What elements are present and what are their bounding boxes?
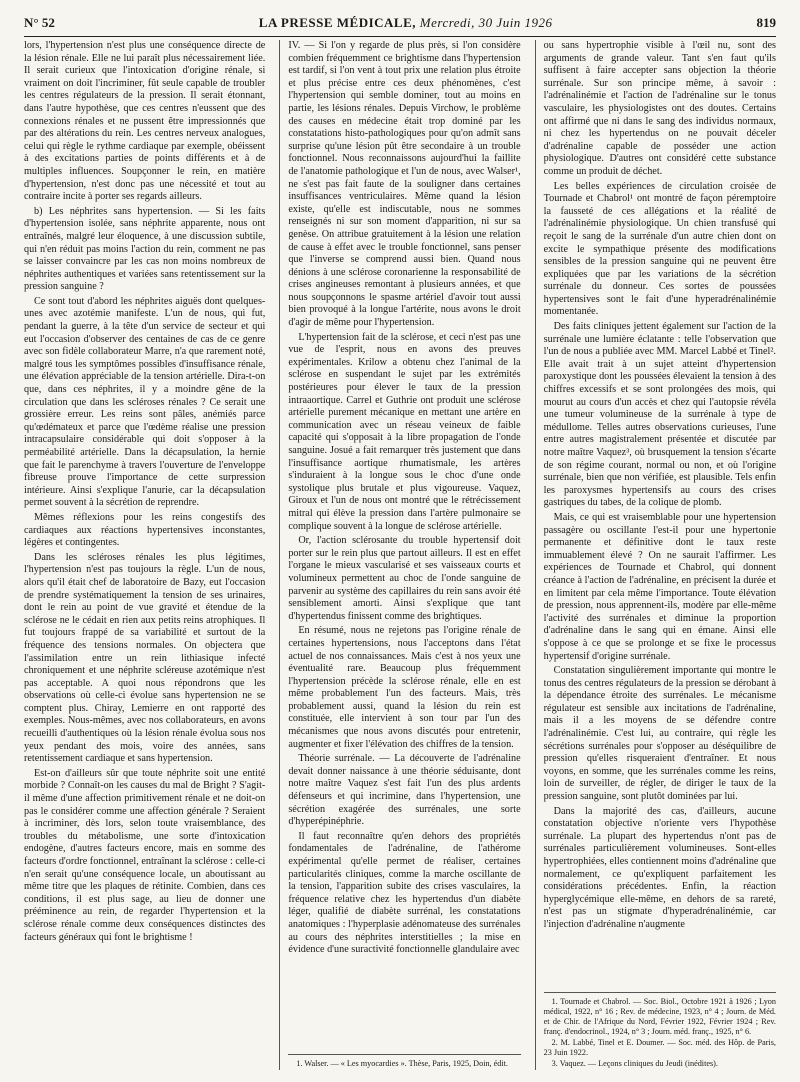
paragraph: Or, l'action sclérosante du trouble hypertensif doit porter sur le rein plus que partout ailleurs. Il est en effet l'organe le mieux vascularisé et ses vaisseaux courts et volumineux permettent au choc de l'onde sanguine de parvenir au système des capillaires du rein sans avoir été sensiblement amorti. Ainsi s'explique que tant d'hypertendus finissent comme des brightiques.: [288, 535, 521, 622]
publication-name: LA PRESSE MÉDICALE,: [258, 15, 417, 30]
column-2: [279, 40, 520, 1070]
footnote: 2. M. Labbé, Tinel et E. Doumer. — Soc. méd. des Hôp. de Paris, 23 Juin 1922.: [543, 1038, 776, 1057]
running-title: [259, 15, 553, 31]
footnote: 1. Tournade et Chabrol. — Soc. Biol., Octobre 1921 à 1926 ; Lyon médical, 1922, n° 16 ; Rev. de médecine, 1923, n° 4 ; Journ. de Méd. et de Chir. de l'Afrique du Nord, Février 1922, Février 1924 ; Rev. franç. d'endocrinol., 1924, n° 3 ; Journ. méd. franç., 1925, n° 6.: [543, 997, 776, 1036]
paragraph: Des faits cliniques jettent également sur l'action de la surrénale une lumière éclatante : telle l'observation que l'un de nous a publiée avec MM. Marcel Labbé et Tinel². Elle avait trait à un sujet atteint d'hypertension paroxystique dont les poussées élevaient la tension à des chiffres excessifs et se sont prolongées des mois, qui mourut au cours d'un accès et chez qui l'autopsie révéla une tumeur volumineuse de la surrénale à type de médullome. Telles autres observations curieuses, l'une entre autres magistralement présentée et discutée par notre maître Vaquez³, où brusquement la tension s'écarte de son régime courant, normal ou non, et où l'origine surrénale, bien que non vérifiée, est plausible. Tels enfin les paroxysmes hypertensifs au cours des crises gastriques du tabes, de la colique de plomb.: [543, 321, 776, 509]
paragraph: ou sans hypertrophie visible à l'œil nu, sont des arguments de grande valeur. Tant s'en faut qu'ils suffisent à faire accepter sans objection la théorie surrénale. Sur son principe même, à savoir : l'adrénalinémie et l'action de l'adrénaline sur le tonus vasculaire, les physiologistes ont des doutes. Certains ont affirmé que ni dans le sang des individus normaux, ni chez les hypertendus on ne pouvait déceler d'adrénaline capable de posséder une action physiologique. D'autres ont considéré cette substance comme un produit de déchet.: [543, 40, 776, 177]
footnotes: [288, 1054, 520, 1070]
column-1: [24, 40, 265, 1070]
footnote: 3. Vaquez. — Leçons cliniques du Jeudi (inédites).: [551, 1059, 718, 1068]
paragraph: Ce sont tout d'abord les néphrites aiguës dont quelques-unes avec azotémie manifeste. L'un de nous, qui fut, pendant la guerre, à la tête d'un service de secteur et qui eut l'occasion d'observer des centaines de cas de ce genre avec son fidèle collaborateur Marre, n'a que rarement noté, malgré tous les symptômes possibles d'insuffisance rénale, une élévation appréciable de la tension artérielle. Dira-t-on que, dans ces néphrites, il y a moindre gêne de la circulation que dans les scléroses rénales ? Ce serait une grossière erreur. Les reins sont pâles, anémiés parce qu'œdémateux et parce que l'œdème réalise une pression intracapsulaire considérable qui doit s'opposer à la perméabilité artérielle. Dans la décapsulation, la hernie que fait le parenchyme à travers l'ouverture de l'enveloppe fibreuse prouve l'importance de cette surpression intérieure. Ainsi s'explique l'anurie, car la décapsulation permet souvent à la sécrétion de reprendre.: [24, 295, 266, 509]
paragraph: Il faut reconnaître qu'en dehors des propriétés fondamentales de l'adrénaline, de l'athérome expérimental qu'elle permet de réaliser, certaines particularités cliniques, comme la marche oscillante de la tension, l'apparition subite des crises vasculaires, la fréquence relative chez les hypertendus d'un diabète léger, qualifié de diabète surrénal, les constatations anatomiques : l'hyperplasie adénomateuse des surrénales au cours des néphrites interstitielles ; la mise en évidence d'une suractivité fonctionnelle glandulaire avec: [288, 830, 521, 956]
footnote: 1. Walser. — « Les myocardies ». Thèse, Paris, 1925, Doin, édit.: [296, 1059, 508, 1068]
paragraph: En résumé, nous ne rejetons pas l'origine rénale de certaines hypertensions, nous l'acceptons dans l'état actuel de nos connaissances. Mais c'est à nos yeux une éventualité rare. Beaucoup plus fréquemment l'hypertension précède la sclérose rénale, elle en est même probablement l'un des facteurs. Mais, très probablement aussi, quand la lésion du rein est constituée, elle intervient à son tour par l'un des mécanismes que nous avons discutés pour entretenir, augmenter et fixer l'élévation des chiffres de la tension.: [288, 625, 521, 750]
paragraph: Constatation singulièrement importante qui montre le tonus des centres régulateurs de la pression se dérobant à la dépendance étroite des surrénales. Le mécanisme régulateur est sensible aux incitations de l'adrénaline, mais il a les moyens de se défendre contre l'adrénalinémie. C'est lui, au contraire, qui règle les sécrétions surrénales pour s'opposer au déséquilibre de pression qu'elles risqueraient d'entraîner. Et nous voyons, en somme, que les surrénales comme les reins, loin de surveiller, de régler, de diriger le taux de la pression sanguine, sont plutôt dominées par lui.: [543, 665, 776, 803]
paragraph: IV. — Si l'on y regarde de plus près, si l'on considère combien fréquemment ce brightisme dans l'hypertension est tardif, si l'on vent à tout prix une relation plus étroite et plus précise entre ces deux phénomènes, c'est l'hypertension qui semble dominer, tout au moins en partie, les lésions rénales. Depuis Virchow, le problème des causes en médecine était trop dominé par les constatations histo-pathologiques pour qu'on admît sans surprise qu'une lésion pût être secondaire à un trouble fonctionnel. Nous reconnaissons aujourd'hui la faillite de l'anatomie pathologique et l'un de nous, avec Walser¹, ne s'est pas fait faute de la souligner dans certaines insuffisances ventriculaires. Même quand la lésion existe, qu'elle est indiscutable, nous ne sommes renseignés ni sur son moment d'apparition, ni sur sa genèse. On attribue gratuitement à la lésion une relation de cause à effet avec le trouble fonctionnel, sans penser que l'inverse se comprend aussi bien. Quand nous dénions à une sclérose coronarienne la responsabilité de crises angineuses remontant à plusieurs années, et que nous soupçonnons le spasme artériel d'avoir tout aussi bien provoqué à la longue l'artérite, nous avons le droit d'agir de même pour l'hypertension.: [288, 40, 521, 329]
paragraph: Les belles expériences de circulation croisée de Tournade et Chabrol¹ ont montré de façon péremptoire la fausseté de ces allégations et la réalité de l'adrénalinémie physiologique. Un chien transfusé qui reçoit le sang de la surrénale d'un autre chien dont on excite le sympathique présente des modifications sensibles de la pression sanguine qui ne peuvent être expliquées que par les variations de la sécrétion surrénale du donneur. Ces sortes de poussées hypertensives sont le fait d'une hyperadrénalinémie momentanée.: [543, 180, 776, 318]
issue-date: Mercredi, 30 Juin 1926: [419, 15, 553, 30]
paragraph: Dans les scléroses rénales les plus légitimes, l'hypertension n'est pas toujours la règle. L'un de nous, alors qu'il était chef de laboratoire de Bazy, eut l'occasion de prendre systématiquement la tension de ses urinaires, dont le rein au point de vue gravité et étendue de la sclérose ne le cédait en rien aux petits reins atrophiques. Il fut toujours frappé de sa variabilité et surtout de la fréquence des tensions normales. On objectera que l'assimilation entre un rein lithiasique infecté chroniquement et une néphrite scléreuse azotémique n'est pas acceptable. A quoi nous répondrons que les observations où celle-ci évolue sans hypertension ne se comptent plus. Chiray, Lemierre en ont rapporté des exemples. Nous-mêmes, avec nos collaborateurs, en avons recueilli d'authentiques où la lésion rénale évolua sous nos yeux pendant des mois, voire des années, sans retentissement cardiaque et sans hypertension.: [24, 551, 266, 765]
paragraph: lors, l'hypertension n'est plus une conséquence directe de la lésion rénale. Elle ne lui paraît plus nécessairement liée. Il serait curieux que l'intoxication d'origine rénale, si vraiment on doit l'incriminer, fût seule capable de troubler les centres régulateurs de la pression. Il serait étonnant, dans l'autre hypothèse, que ces centres n'eussent que des connexions rénales et ne pussent être impressionnés que par des altérations du rein. Les centres nerveux analogues, celui qui règle le rythme cardiaque par exemple, obéissent à des excitations parties de points différents et à de multiples influences. Soupçonner le rein, en matière d'hypertension, n'est donc pas une nécessité et tout au contraire incite à porter ses regards ailleurs.: [24, 40, 266, 203]
footnotes: [544, 992, 776, 1070]
paragraph: b) Les néphrites sans hypertension. — Si les faits d'hypertension isolée, sans néphrite apparente, nous ont entraînés, malgré leur éloquence, à une discussion subtile, qui n'en réduit pas moins l'action du rein, comment ne pas se laisser convaincre par les cas non moins nombreux de néphrites authentiques et variées sans retentissement sur la pression sanguine ?: [24, 205, 266, 293]
paragraph: Dans la majorité des cas, d'ailleurs, aucune constatation objective n'oriente vers l'hypothèse surrénale. La plupart des hypertendus n'ont pas de surrénales particulièrement volumineuses. Sont-elles hypertrophiées, elles contiennent moins d'adrénaline que normalement, ce qu'expliquent parfaitement les considérations précédentes. Enfin, la réaction hyperglycémique elle-même, en dehors de sa rareté, n'est pas un stigmate d'hyperadrénalinémie, car l'injection d'adrénaline n'augmente: [543, 805, 776, 930]
paragraph: Mais, ce qui est vraisemblable pour une hypertension passagère ou oscillante l'est-il pour une hypertonie permanente et définitive dont le taux reste immuablement élevé ? On ne saurait l'affirmer. Les expériences de Tournade et Chabrol, qui donnent créance à l'action de l'adrénaline, en précisent la durée et en limitent par cela même l'importance. Toute élévation de pression, nous apprennent-ils, modère par elle-même l'activité des surrénales et diminue la proportion d'adrénaline dans le sang qui en émane. Ainsi elle s'oppose à ce que se prolonge et se fixe le processus hypertensif d'origine surrénale.: [543, 511, 776, 662]
page-header: [24, 10, 776, 37]
article-columns: [24, 40, 776, 1070]
paragraph: L'hypertension fait de la sclérose, et ceci n'est pas une vue de l'esprit, nous en avons des preuves expérimentales. Krilow a obtenu chez l'animal de la sclérose en suspendant le sujet par les extrémités postérieures pour élever le taux de la pression intraaortique. Carrel et Guthrie ont produit une sclérose artérielle purement mécanique en mettant une artère en communication avec un réseau veineux de faible capacité qui s'opposait à la libre propagation de l'onde sanguine. Josué a fait remarquer très justement que dans l'insuffisance aortique rhumatismale, les artères s'induraient à la longue sous le choc d'une onde systolique plus brutale et plus vigoureuse. Vaquez, Giroux et l'un de nous ont montré que le rétrécissement mitral qui élève la pression dans l'artère pulmonaire se complique souvent à la longue de sclérose artérielle.: [288, 331, 521, 532]
issue-number: N° 52: [24, 15, 55, 30]
column-3: [535, 40, 776, 1070]
paragraph: Mêmes réflexions pour les reins congestifs des cardiaques aux réactions hypertensives inconstantes, légères et contingentes.: [24, 511, 266, 549]
section-heading-paragraph: Théorie surrénale. — La découverte de l'adrénaline devait donner naissance à une théorie séduisante, dont notre maître Vaquez s'est fait l'un des plus ardents défenseurs et qui incrimine, dans l'hypertension, une sécrétion exagérée des surrénales, une sorte d'hyperépinéphrie.: [288, 753, 521, 828]
page-number: 819: [756, 15, 776, 30]
paragraph: Est-on d'ailleurs sûr que toute néphrite soit une entité morbide ? Connaît-on les causes du mal de Bright ? S'agit-il même d'une affection primitivement rénale et ne doit-on pas le considérer comme une affection générale ? Seraient à incriminer, dès lors, selon toute vraisemblance, des troubles du métabolisme, une sorte d'intoxication endogène, d'autres facteurs encore, mais en somme des facteurs d'ordre fonctionnel, entraînant la sclérose : celle-ci n'en serait qu'une conséquence locale, un aboutissant au même titre que les plaques de rétinite. Combien, dans ces conditions, il est plus sage, au lieu de donner une prééminence au rein, de regarder l'hypertension et la sclérose rénale comme deux conséquences distinctes des facteurs généraux qui font le brightisme !: [24, 767, 266, 943]
